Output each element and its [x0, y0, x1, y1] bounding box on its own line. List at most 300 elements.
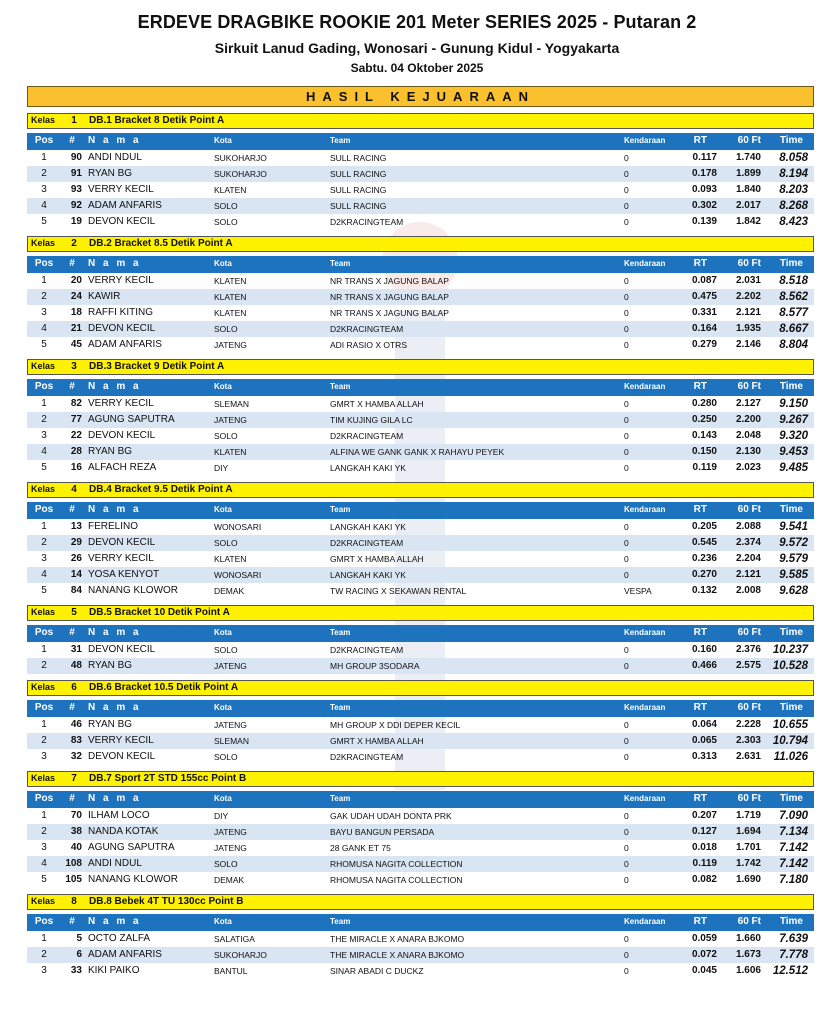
class-title-bar: [27, 605, 814, 621]
cell-finish-time: 7.090: [779, 810, 808, 822]
cell-city: KLATEN: [214, 292, 247, 302]
col-header-finish-time: Time: [779, 793, 803, 804]
cell-sixty-ft: 1.740: [735, 152, 761, 163]
class-title-bar: [27, 482, 814, 498]
table-row: [27, 305, 814, 321]
cell-team: SULL RACING: [330, 153, 387, 163]
col-header-sixty-ft: 60 Ft: [737, 258, 761, 269]
cell-rider-name: AGUNG SAPUTRA: [88, 414, 175, 425]
cell-city: SOLO: [214, 859, 238, 869]
cell-rider-name: NANDA KOTAK: [88, 826, 159, 837]
table-row: [27, 460, 814, 476]
cell-rider-name: ADAM ANFARIS: [88, 949, 162, 960]
class-number: 4: [71, 484, 77, 495]
cell-finish-time: 9.267: [779, 414, 808, 426]
cell-city: WONOSARI: [214, 570, 262, 580]
cell-finish-time: 8.423: [779, 216, 808, 228]
cell-rider-name: VERRY KECIL: [88, 398, 154, 409]
class-name: DB.4 Bracket 9.5 Detik Point A: [89, 484, 233, 495]
cell-finish-time: 10.655: [772, 719, 808, 731]
cell-city: DEMAK: [214, 586, 245, 596]
cell-team: ALFINA WE GANK GANK X RAHAYU PEYEK: [330, 447, 505, 457]
class-name: DB.7 Sport 2T STD 155cc Point B: [89, 773, 247, 784]
cell-city: JATENG: [214, 340, 247, 350]
cell-vehicle: 0: [624, 340, 629, 350]
cell-city: JATENG: [214, 661, 247, 671]
cell-team: SULL RACING: [330, 185, 387, 195]
cell-vehicle: 0: [624, 934, 629, 944]
cell-sixty-ft: 2.303: [735, 735, 761, 746]
cell-position: 5: [41, 462, 47, 473]
cell-finish-time: 7.180: [779, 874, 808, 886]
table-row: [27, 840, 814, 856]
cell-finish-time: 9.628: [779, 585, 808, 597]
cell-finish-time: 10.794: [772, 735, 808, 747]
cell-reaction-time: 0.164: [691, 323, 717, 334]
cell-city: SUKOHARJO: [214, 169, 267, 179]
cell-reaction-time: 0.059: [691, 933, 717, 944]
col-header-sixty-ft: 60 Ft: [737, 702, 761, 713]
class-name: DB.1 Bracket 8 Detik Point A: [89, 115, 225, 126]
cell-team: RHOMUSA NAGITA COLLECTION: [330, 859, 463, 869]
cell-sixty-ft: 2.130: [735, 446, 761, 457]
cell-city: KLATEN: [214, 447, 247, 457]
cell-team: BAYU BANGUN PERSADA: [330, 827, 435, 837]
cell-reaction-time: 0.064: [691, 719, 717, 730]
class-section: [27, 771, 814, 888]
table-row: [27, 519, 814, 535]
cell-rider-name: KIKI PAIKO: [88, 965, 140, 976]
cell-vehicle: 0: [624, 875, 629, 885]
event-date: Sabtu. 04 Oktober 2025: [350, 61, 484, 75]
col-header-team: Team: [330, 794, 351, 803]
cell-team: GAK UDAH UDAH DONTA PRK: [330, 811, 452, 821]
cell-bib-number: 13: [70, 521, 82, 532]
cell-sixty-ft: 2.228: [735, 719, 761, 730]
cell-position: 2: [41, 537, 47, 548]
cell-sixty-ft: 2.575: [735, 660, 761, 671]
class-section: [27, 605, 814, 674]
col-header-city: Kota: [214, 382, 232, 391]
col-header-team: Team: [330, 703, 351, 712]
table-row: [27, 198, 814, 214]
col-header-position: Pos: [34, 793, 54, 804]
cell-reaction-time: 0.045: [691, 965, 717, 976]
cell-bib-number: 33: [70, 965, 82, 976]
class-label: Kelas: [31, 896, 56, 906]
cell-reaction-time: 0.280: [691, 398, 717, 409]
col-header-bib-number: #: [69, 381, 75, 392]
class-title-bar: [27, 236, 814, 252]
class-title-bar: [27, 680, 814, 696]
class-number: 7: [71, 773, 77, 784]
col-header-team: Team: [330, 259, 351, 268]
cell-bib-number: 45: [70, 339, 82, 350]
cell-team: SULL RACING: [330, 169, 387, 179]
cell-sixty-ft: 2.127: [735, 398, 761, 409]
cell-bib-number: 92: [70, 200, 82, 211]
cell-city: JATENG: [214, 720, 247, 730]
table-row: [27, 733, 814, 749]
col-header-finish-time: Time: [779, 381, 803, 392]
cell-position: 3: [41, 307, 47, 318]
cell-reaction-time: 0.207: [691, 810, 717, 821]
class-title-bar: [27, 771, 814, 787]
table-row: [27, 337, 814, 353]
col-header-position: Pos: [34, 258, 54, 269]
col-header-city: Kota: [214, 259, 232, 268]
cell-position: 3: [41, 842, 47, 853]
cell-city: DEMAK: [214, 875, 245, 885]
table-row: [27, 583, 814, 599]
class-title-bar: [27, 894, 814, 910]
cell-vehicle: 0: [624, 217, 629, 227]
cell-rider-name: ADAM ANFARIS: [88, 339, 162, 350]
cell-finish-time: 8.562: [779, 291, 808, 303]
cell-team: NR TRANS X JAGUNG BALAP: [330, 276, 449, 286]
cell-rider-name: ALFACH REZA: [88, 462, 157, 473]
column-header-row: [27, 379, 814, 396]
col-header-finish-time: Time: [779, 135, 803, 146]
cell-finish-time: 9.572: [779, 537, 808, 549]
cell-finish-time: 7.142: [779, 842, 808, 854]
col-header-vehicle: Kendaraan: [624, 794, 666, 803]
table-row: [27, 808, 814, 824]
cell-finish-time: 8.577: [779, 307, 808, 319]
table-row: [27, 535, 814, 551]
cell-vehicle: 0: [624, 811, 629, 821]
cell-sixty-ft: 2.121: [735, 569, 761, 580]
cell-team: TIM KUJING GILA LC: [330, 415, 413, 425]
cell-position: 3: [41, 751, 47, 762]
class-section: [27, 113, 814, 230]
class-name: DB.3 Bracket 9 Detik Point A: [89, 361, 225, 372]
col-header-position: Pos: [34, 135, 54, 146]
cell-team: THE MIRACLE X ANARA BJKOMO: [330, 934, 465, 944]
class-section: [27, 236, 814, 353]
cell-bib-number: 20: [70, 275, 82, 286]
cell-city: KLATEN: [214, 185, 247, 195]
column-header-row: [27, 256, 814, 273]
class-number: 1: [71, 115, 77, 126]
cell-team: LANGKAH KAKI YK: [330, 570, 406, 580]
class-label: Kelas: [31, 238, 56, 248]
cell-finish-time: 9.585: [779, 569, 808, 581]
table-row: [27, 444, 814, 460]
cell-position: 4: [41, 569, 47, 580]
cell-bib-number: 21: [70, 323, 82, 334]
class-name: DB.8 Bebek 4T TU 130cc Point B: [89, 896, 244, 907]
class-section: [27, 482, 814, 599]
cell-vehicle: 0: [624, 554, 629, 564]
cell-rider-name: ANDI NDUL: [88, 152, 142, 163]
col-header-vehicle: Kendaraan: [624, 505, 666, 514]
col-header-city: Kota: [214, 917, 232, 926]
col-header-team: Team: [330, 505, 351, 514]
cell-rider-name: DEVON KECIL: [88, 430, 156, 441]
class-label: Kelas: [31, 682, 56, 692]
cell-vehicle: 0: [624, 399, 629, 409]
cell-rider-name: ILHAM LOCO: [88, 810, 150, 821]
results-container: [27, 113, 814, 985]
cell-bib-number: 18: [70, 307, 82, 318]
cell-rider-name: RAFFI KITING: [88, 307, 153, 318]
cell-position: 3: [41, 553, 47, 564]
column-header-row: [27, 791, 814, 808]
cell-vehicle: 0: [624, 950, 629, 960]
cell-team: RHOMUSA NAGITA COLLECTION: [330, 875, 463, 885]
col-header-bib-number: #: [69, 793, 75, 804]
cell-finish-time: 7.142: [779, 858, 808, 870]
cell-rider-name: RYAN BG: [88, 660, 133, 671]
cell-reaction-time: 0.119: [692, 462, 717, 473]
table-row: [27, 428, 814, 444]
cell-position: 5: [41, 339, 47, 350]
cell-rider-name: KAWIR: [88, 291, 121, 302]
cell-team: GMRT X HAMBA ALLAH: [330, 399, 424, 409]
cell-bib-number: 26: [70, 553, 82, 564]
col-header-vehicle: Kendaraan: [624, 703, 666, 712]
cell-bib-number: 48: [70, 660, 82, 671]
cell-vehicle: 0: [624, 308, 629, 318]
cell-team: D2KRACINGTEAM: [330, 324, 404, 334]
col-header-rider-name: N a m a: [88, 793, 142, 804]
cell-city: SOLO: [214, 752, 238, 762]
cell-sixty-ft: 2.146: [735, 339, 761, 350]
cell-bib-number: 40: [70, 842, 82, 853]
cell-sixty-ft: 2.121: [735, 307, 761, 318]
page-title: ERDEVE DRAGBIKE ROOKIE 201 Meter SERIES 2025 - Putaran 2: [137, 12, 697, 32]
cell-position: 4: [41, 858, 47, 869]
class-label: Kelas: [31, 773, 56, 783]
cell-sixty-ft: 2.023: [735, 462, 761, 473]
col-header-bib-number: #: [69, 916, 75, 927]
cell-reaction-time: 0.313: [691, 751, 717, 762]
col-header-vehicle: Kendaraan: [624, 628, 666, 637]
cell-position: 1: [41, 398, 47, 409]
cell-team: NR TRANS X JAGUNG BALAP: [330, 292, 449, 302]
results-banner: HASIL KEJUARAAN: [27, 86, 814, 107]
cell-reaction-time: 0.150: [691, 446, 717, 457]
cell-bib-number: 84: [70, 585, 82, 596]
cell-bib-number: 5: [76, 933, 82, 944]
class-number: 5: [71, 607, 77, 618]
cell-sixty-ft: 2.088: [735, 521, 761, 532]
col-header-vehicle: Kendaraan: [624, 917, 666, 926]
cell-reaction-time: 0.302: [691, 200, 717, 211]
cell-sixty-ft: 2.031: [735, 275, 761, 286]
cell-city: KLATEN: [214, 308, 247, 318]
class-number: 8: [71, 896, 77, 907]
cell-city: DIY: [214, 811, 229, 821]
col-header-bib-number: #: [69, 504, 75, 515]
cell-reaction-time: 0.250: [691, 414, 717, 425]
table-row: [27, 273, 814, 289]
cell-position: 2: [41, 168, 47, 179]
cell-reaction-time: 0.160: [691, 644, 717, 655]
col-header-finish-time: Time: [779, 702, 803, 713]
cell-rider-name: NANANG KLOWOR: [88, 874, 179, 885]
class-label: Kelas: [31, 115, 56, 125]
cell-vehicle: 0: [624, 463, 629, 473]
cell-sixty-ft: 2.204: [735, 553, 761, 564]
col-header-team: Team: [330, 136, 351, 145]
cell-sixty-ft: 2.376: [735, 644, 761, 655]
cell-vehicle: 0: [624, 201, 629, 211]
column-header-row: [27, 700, 814, 717]
cell-sixty-ft: 1.694: [735, 826, 761, 837]
cell-sixty-ft: 1.660: [735, 933, 761, 944]
cell-reaction-time: 0.279: [691, 339, 717, 350]
table-row: [27, 749, 814, 765]
cell-vehicle: 0: [624, 431, 629, 441]
cell-bib-number: 108: [65, 858, 82, 869]
cell-rider-name: VERRY KECIL: [88, 735, 154, 746]
column-header-row: [27, 133, 814, 150]
class-name: DB.2 Bracket 8.5 Detik Point A: [89, 238, 233, 249]
column-header-row: [27, 625, 814, 642]
cell-bib-number: 93: [70, 184, 82, 195]
cell-vehicle: 0: [624, 538, 629, 548]
class-number: 6: [71, 682, 77, 693]
cell-position: 1: [41, 152, 47, 163]
cell-reaction-time: 0.082: [691, 874, 717, 885]
cell-team: SULL RACING: [330, 201, 387, 211]
col-header-city: Kota: [214, 794, 232, 803]
cell-finish-time: 7.134: [779, 826, 808, 838]
col-header-finish-time: Time: [779, 258, 803, 269]
cell-vehicle: 0: [624, 415, 629, 425]
col-header-position: Pos: [34, 627, 54, 638]
col-header-bib-number: #: [69, 627, 75, 638]
cell-sixty-ft: 2.017: [735, 200, 761, 211]
col-header-team: Team: [330, 382, 351, 391]
cell-vehicle: 0: [624, 661, 629, 671]
cell-city: BANTUL: [214, 966, 248, 976]
col-header-sixty-ft: 60 Ft: [737, 793, 761, 804]
cell-rider-name: RYAN BG: [88, 719, 133, 730]
col-header-sixty-ft: 60 Ft: [737, 135, 761, 146]
cell-sixty-ft: 1.701: [735, 842, 761, 853]
col-header-sixty-ft: 60 Ft: [737, 916, 761, 927]
cell-city: SOLO: [214, 324, 238, 334]
col-header-reaction-time: RT: [693, 916, 707, 927]
cell-position: 1: [41, 275, 47, 286]
cell-rider-name: VERRY KECIL: [88, 184, 154, 195]
cell-finish-time: 7.639: [779, 933, 808, 945]
cell-position: 1: [41, 521, 47, 532]
class-section: [27, 680, 814, 765]
cell-vehicle: 0: [624, 276, 629, 286]
venue-subtitle: Sirkuit Lanud Gading, Wonosari - Gunung Kidul - Yogyakarta: [214, 40, 620, 56]
cell-city: SLEMAN: [214, 736, 249, 746]
col-header-reaction-time: RT: [693, 258, 707, 269]
cell-reaction-time: 0.466: [691, 660, 717, 671]
cell-city: SLEMAN: [214, 399, 249, 409]
cell-finish-time: 8.268: [779, 200, 808, 212]
col-header-reaction-time: RT: [693, 702, 707, 713]
cell-city: DIY: [214, 463, 229, 473]
cell-rider-name: OCTO ZALFA: [88, 933, 151, 944]
cell-city: SUKOHARJO: [214, 950, 267, 960]
col-header-finish-time: Time: [779, 504, 803, 515]
cell-team: TW RACING X SEKAWAN RENTAL: [330, 586, 467, 596]
cell-position: 5: [41, 874, 47, 885]
col-header-sixty-ft: 60 Ft: [737, 381, 761, 392]
cell-bib-number: 83: [70, 735, 82, 746]
cell-bib-number: 91: [70, 168, 82, 179]
cell-bib-number: 31: [70, 644, 82, 655]
cell-finish-time: 12.512: [772, 965, 808, 977]
cell-position: 4: [41, 200, 47, 211]
col-header-position: Pos: [34, 916, 54, 927]
cell-reaction-time: 0.236: [691, 553, 717, 564]
cell-city: KLATEN: [214, 276, 247, 286]
cell-sixty-ft: 1.742: [735, 858, 761, 869]
cell-rider-name: VERRY KECIL: [88, 553, 154, 564]
table-row: [27, 412, 814, 428]
cell-bib-number: 32: [70, 751, 82, 762]
cell-vehicle: 0: [624, 292, 629, 302]
cell-position: 2: [41, 660, 47, 671]
cell-vehicle: 0: [624, 447, 629, 457]
cell-sixty-ft: 1.840: [735, 184, 761, 195]
class-label: Kelas: [31, 361, 56, 371]
table-row: [27, 150, 814, 166]
cell-reaction-time: 0.205: [691, 521, 717, 532]
cell-team: 28 GANK ET 75: [330, 843, 391, 853]
cell-reaction-time: 0.087: [691, 275, 717, 286]
class-section: [27, 894, 814, 979]
cell-position: 4: [41, 323, 47, 334]
cell-finish-time: 8.667: [779, 323, 808, 335]
cell-team: LANGKAH KAKI YK: [330, 522, 406, 532]
table-row: [27, 551, 814, 567]
cell-city: JATENG: [214, 843, 247, 853]
cell-bib-number: 29: [70, 537, 82, 548]
cell-reaction-time: 0.178: [691, 168, 717, 179]
cell-reaction-time: 0.475: [691, 291, 717, 302]
cell-city: JATENG: [214, 415, 247, 425]
cell-finish-time: 8.203: [779, 184, 808, 196]
cell-sixty-ft: 2.008: [735, 585, 761, 596]
column-header-row: [27, 914, 814, 931]
table-row: [27, 642, 814, 658]
cell-finish-time: 10.528: [772, 660, 808, 672]
col-header-position: Pos: [34, 702, 54, 713]
cell-city: SOLO: [214, 431, 238, 441]
cell-team: NR TRANS X JAGUNG BALAP: [330, 308, 449, 318]
class-section: [27, 359, 814, 476]
class-name: DB.5 Bracket 10 Detik Point A: [89, 607, 230, 618]
cell-reaction-time: 0.072: [691, 949, 717, 960]
class-name: DB.6 Bracket 10.5 Detik Point A: [89, 682, 239, 693]
cell-bib-number: 38: [70, 826, 82, 837]
cell-team: THE MIRACLE X ANARA BJKOMO: [330, 950, 465, 960]
cell-rider-name: RYAN BG: [88, 168, 133, 179]
cell-rider-name: VERRY KECIL: [88, 275, 154, 286]
table-row: [27, 717, 814, 733]
col-header-rider-name: N a m a: [88, 627, 142, 638]
cell-position: 2: [41, 735, 47, 746]
cell-rider-name: DEVON KECIL: [88, 751, 156, 762]
cell-sixty-ft: 2.048: [735, 430, 761, 441]
cell-finish-time: 9.485: [779, 462, 808, 474]
cell-finish-time: 9.579: [779, 553, 808, 565]
table-row: [27, 931, 814, 947]
col-header-bib-number: #: [69, 258, 75, 269]
cell-finish-time: 11.026: [773, 751, 808, 763]
